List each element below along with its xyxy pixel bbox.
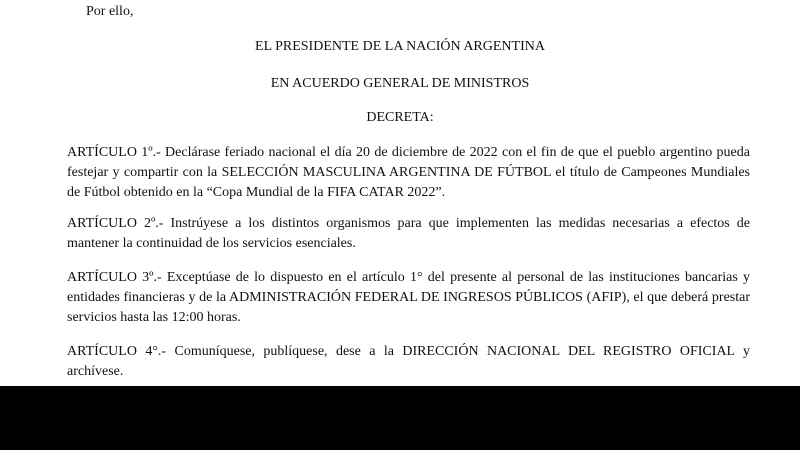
- article-1: ARTÍCULO 1º.- Declárase feriado nacional el día 20 de diciembre de 2022 con el fin de que el pueblo argentino pueda festejar y compartir con la SELECCIÓN MASCULINA ARGENTINA DE FÚTBOL el título de Campeones Mundiales de Fútbol obtenido en la “Copa Mundial de la FIFA CATAR 2022”.: [67, 145, 750, 200]
- intro-text: Por ello,: [86, 4, 134, 19]
- heading-president: EL PRESIDENTE DE LA NACIÓN ARGENTINA: [255, 39, 545, 54]
- article-3: ARTÍCULO 3º.- Exceptúase de lo dispuesto en el artículo 1° del presente al personal de las instituciones bancarias y entidades financieras y de la ADMINISTRACIÓN FEDERAL DE INGRESOS PÚBLICOS (AFIP), el que deberá prestar servicios hasta las 12:00 horas.: [67, 270, 750, 325]
- heading-decreta: DECRETA:: [366, 110, 434, 125]
- article-4: ARTÍCULO 4°.- Comuníquese, publíquese, dese a la DIRECCIÓN NACIONAL DEL REGISTRO OFICIAL y archívese.: [67, 344, 750, 379]
- article-2: ARTÍCULO 2º.- Instrúyese a los distintos organismos para que implementen las medidas necesarias a efectos de mantener la continuidad de los servicios esenciales.: [67, 216, 750, 251]
- black-letterbox-bar: [0, 386, 800, 450]
- heading-agreement: EN ACUERDO GENERAL DE MINISTROS: [270, 76, 530, 91]
